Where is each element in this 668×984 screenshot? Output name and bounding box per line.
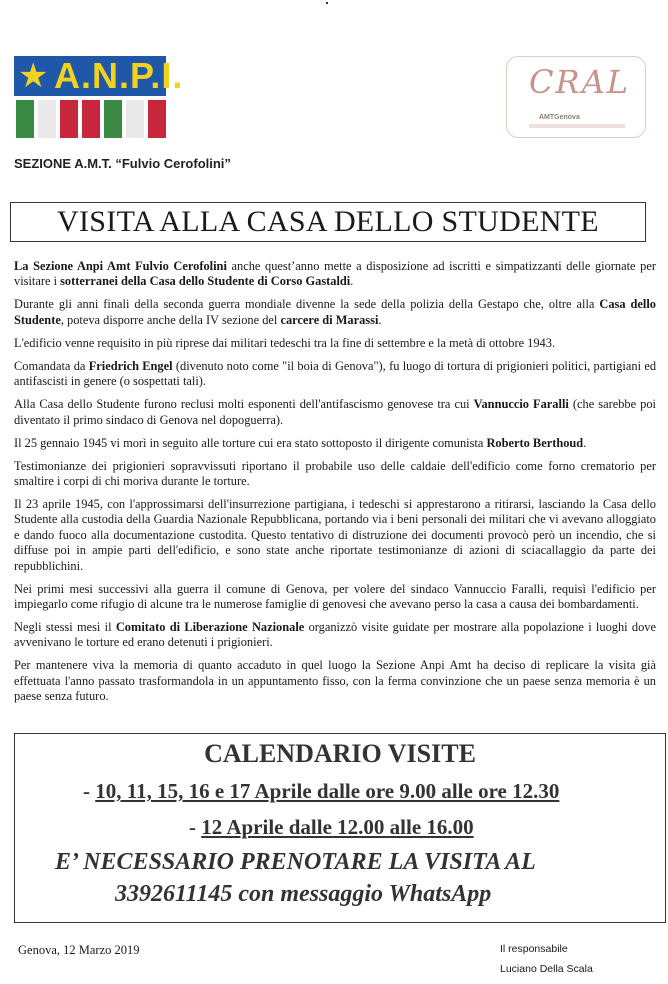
- calendar-title: CALENDARIO VISITE: [204, 739, 476, 768]
- footer-date: Genova, 12 Marzo 2019: [18, 943, 140, 957]
- page-title: VISITA ALLA CASA DELLO STUDENTE: [10, 202, 646, 242]
- paragraph: Testimonianze dei prigionieri sopravvissuti riportano il probabile uso delle caldaie dell'edificio come forno crematorio per smaltire i corpi di chi moriva durante le torture.: [14, 458, 656, 489]
- calendar-dates-1: - 10, 11, 15, 16 e 17 Aprile dalle ore 9.00 alle ore 12.30: [83, 779, 560, 803]
- cral-logo: [506, 56, 646, 138]
- paragraph: Alla Casa dello Studente furono reclusi molti esponenti dell'antifascismo genovese tra cui Vannuccio Faralli (che sarebbe poi diventato il primo sindaco di Genova nel dopoguerra).: [14, 397, 656, 427]
- paragraph: Negli stessi mesi il Comitato di Liberazione Nazionale organizzò visite guidate per mostrare alla popolazione i luoghi dove avvenivano le torture ed erano detenuti i prigionieri.: [14, 620, 656, 650]
- paragraph: Nei primi mesi successivi alla guerra il comune di Genova, per volere del sindaco Vannuccio Faralli, requisì l'edificio per impiegarlo come rifugio di alcune tra le numerose famiglie di genovesi che avevano perso la casa a causa dei bombardamenti.: [14, 581, 656, 612]
- paragraph: L'edificio venne requisito in più riprese dai militari tedeschi tra la fine di settembre e la metà di ottobre 1943.: [14, 335, 556, 350]
- star-icon: ★: [18, 56, 49, 96]
- anpi-flag-stripes: [16, 100, 166, 138]
- section-name: SEZIONE A.M.T. “Fulvio Cerofolini”: [14, 156, 231, 171]
- paragraph: Per mantenere viva la memoria di quanto accaduto in quel luogo la Sezione Anpi Amt ha deciso di replicare la visita già effettuata l'anno passato trasformandola in un appuntamento fisso, con la ferma convinzione che un paese senza memoria è un paese senza futuro.: [14, 658, 656, 704]
- booking-notice: E’ NECESSARIO PRENOTARE LA VISITA AL 3392611145 con messaggio WhatsApp: [55, 849, 536, 907]
- calendar-box: [14, 733, 666, 923]
- signature-role: Il responsabile: [500, 943, 568, 955]
- paragraph: Il 25 gennaio 1945 vi morì in seguito alle torture cui era stato sottoposto il dirigente comunista Roberto Berthoud.: [14, 435, 587, 450]
- paragraph: Il 23 aprile 1945, con l'approssimarsi dell'insurrezione partigiana, i tedeschi si apprestarono a ritirarsi, lasciando la Casa dello Studente alla custodia della Guardia Nazionale Repubblicana, portando via i beni personali dei militari che vi avevano alloggiato e dando fuoco alla documentazione custodita. Questo tentativo di distruzione dei documenti provocò però un incendio, che si diffuse poi in ampie parti dell'edificio, e sono state anche riportate testimonianze di azioni di sciacallaggio da parte dei repubblichini.: [14, 497, 656, 573]
- cral-subtitle: AMTGenova: [539, 114, 580, 121]
- paragraph: Durante gli anni finali della seconda guerra mondiale divenne la sede della polizia della Gestapo che, oltre alla Casa dello Studente, poteva disporre anche della IV sezione del carcere di Marassi.: [14, 297, 656, 327]
- paragraph: Comandata da Friedrich Engel (divenuto noto come "il boia di Genova"), fu luogo di tortura di prigionieri politici, partigiani ed antifascisti in genere (o sospettati tali).: [14, 358, 657, 389]
- body-text: [14, 259, 656, 712]
- calendar-dates-2: - 12 Aprile dalle 12.00 alle 16.00: [189, 815, 474, 839]
- anpi-logo: [14, 55, 184, 140]
- scan-dot: [326, 2, 328, 4]
- anpi-letters: A.N.P.I.: [54, 55, 184, 96]
- paragraph: La Sezione Anpi Amt Fulvio Cerofolini anche quest’anno mette a disposizione ad iscritti e simpatizzanti delle giornate per visitare i sotterranei della Casa dello Studente di Corso Gastaldi.: [14, 259, 656, 289]
- signature-name: Luciano Della Scala: [500, 963, 593, 975]
- cral-faint-text: [529, 124, 625, 128]
- cral-script: CRAL: [529, 63, 630, 101]
